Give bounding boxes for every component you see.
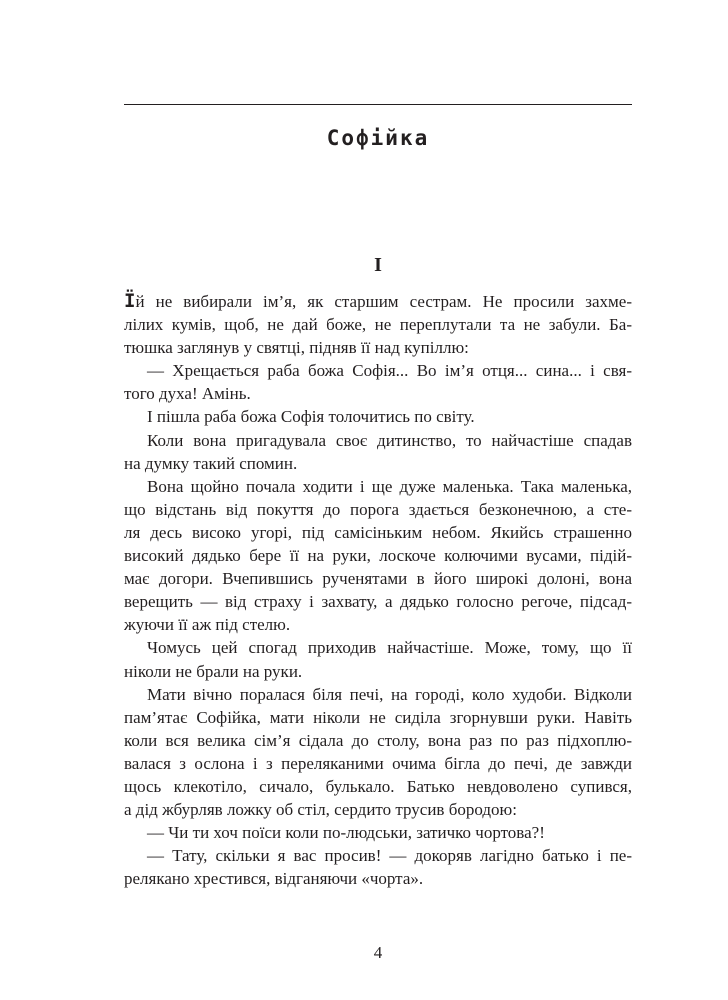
text-line: Їй не вибирали ім’я, як старшим сестрам. Не просили захме- <box>124 290 632 312</box>
text-line: І пішла раба божа Софія толочитись по світу. <box>147 407 475 427</box>
text-line: релякано хрестився, відганяючи «чорта». <box>124 869 424 889</box>
chapter-number: I <box>374 254 382 276</box>
text-line: Мати вічно поралася біля печі, на городі, коло худоби. Відколи <box>147 684 632 704</box>
text-line: — Хрещається раба божа Софія... Во ім’я отця... сина... і свя- <box>147 361 632 381</box>
story-title: Софійка <box>326 126 430 150</box>
text-line: Чомусь цей спогад приходив найчастіше. Може, тому, що її <box>147 638 632 658</box>
drop-cap: Ї <box>124 290 136 312</box>
text-line: на думку такий спомин. <box>124 453 298 473</box>
header-rule <box>124 104 632 105</box>
text-line: високий дядько бере її на руки, лоскоче колючими вусами, підій- <box>124 546 632 566</box>
text-line: — Чи ти хоч поїси коли по-людськи, затичко чортова?! <box>147 823 545 843</box>
text-line: жуючи її аж під стелю. <box>124 615 291 635</box>
text-line: верещить — від страху і захвату, а дядько голосно регоче, підсад- <box>124 592 632 612</box>
text-line: що відстань від покуття до порога здається безконечною, а сте- <box>124 499 632 519</box>
text-line: валася з ослона і з переляканими очима бігла до печі, де завжди <box>124 753 632 773</box>
page-number: 4 <box>373 943 383 962</box>
text-line: має догори. Вчепившись рученятами в його широкі долоні, вона <box>124 569 632 589</box>
text-line: а дід жбурляв ложку об стіл, сердито трусив бородою: <box>124 800 517 820</box>
text-line: щось клекотіло, сичало, булькало. Батько невдоволено супився, <box>124 776 632 796</box>
text-line: лілих кумів, щоб, не дай боже, не переплутали та не забули. Ба- <box>124 315 632 335</box>
text-line: пам’ятає Софійка, мати ніколи не сиділа згорнувши руки. Навіть <box>124 707 632 727</box>
text-line: Коли вона пригадувала своє дитинство, то найчастіше спадав <box>147 430 632 450</box>
text-line: коли вся велика сім’я сідала до столу, вона раз по раз підхоплю- <box>124 730 632 750</box>
text-line: — Тату, скільки я вас просив! — докоряв лагідно батько і пе- <box>147 846 632 866</box>
body-text <box>124 290 632 890</box>
text-line: тюшка заглянув у святці, підняв її над купіллю: <box>124 338 469 358</box>
text-line: Вона щойно почала ходити і ще дуже маленька. Така маленька, <box>147 476 632 496</box>
text-line: того духа! Амінь. <box>124 384 251 404</box>
text-line: ля десь високо угорі, під самісіньким небом. Якийсь страшенно <box>124 522 632 542</box>
text-line: ніколи не брали на руки. <box>124 661 303 681</box>
